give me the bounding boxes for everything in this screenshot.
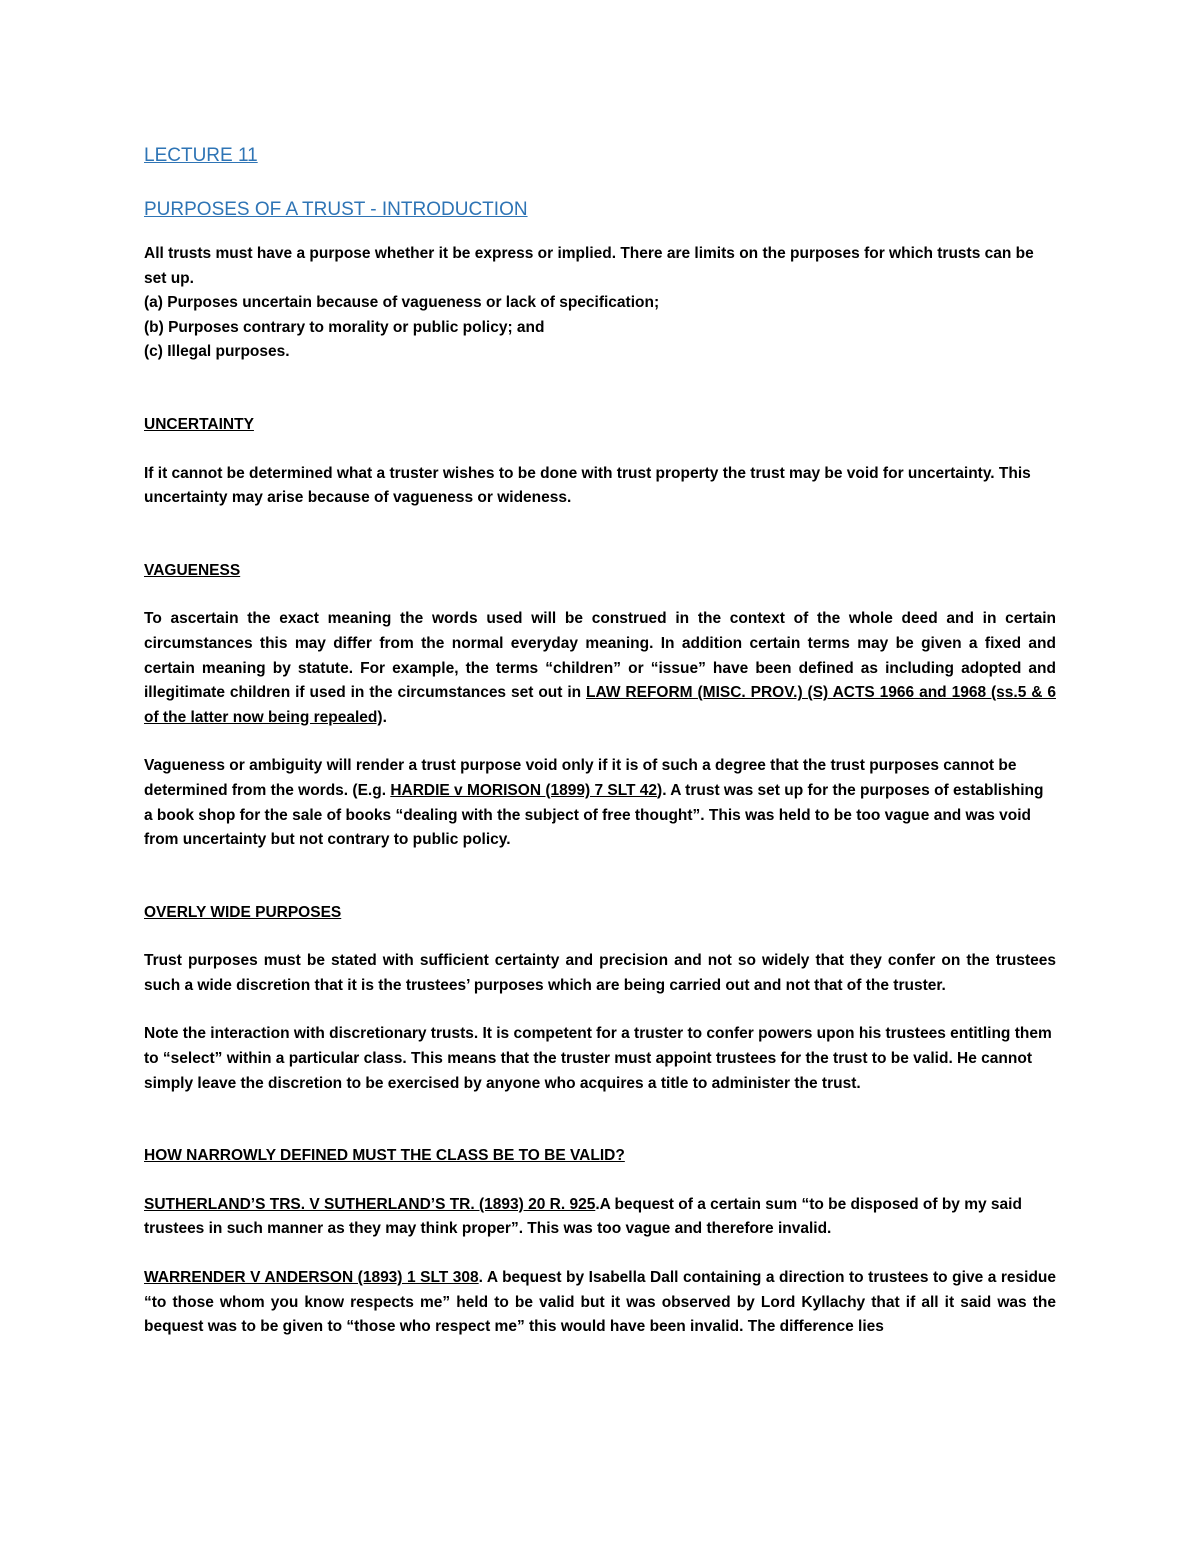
paragraph-text: Vagueness or ambiguity will render a trust purpose void only if it is of such a degree that the trust purposes cannot be determined from the words. (E.g.	[144, 757, 1017, 799]
intro-section	[144, 242, 1056, 365]
section-heading-uncertainty: UNCERTAINTY	[144, 415, 254, 433]
paragraph-text: ). A trust was set up for the purposes of establishing a book shop for the sale of books “dealing with the subject of free thought”. This was held to be too vague and was void from uncertainty but not contrary to public policy.	[144, 781, 1044, 849]
paragraph-text: To ascertain the exact meaning the words used will be construed in the context of the whole deed and in certain circumstances this may differ from the normal everyday meaning. In addition certain terms may be given a fixed and certain meaning by statute. For example, the terms “children” or “issue” have been defined as including adopted and illegitimate children if used in the circumstances set out in	[144, 610, 1056, 702]
vagueness-section	[144, 559, 1056, 853]
section-heading-vagueness: VAGUENESS	[144, 561, 241, 579]
uncertainty-section	[144, 413, 1056, 511]
vagueness-paragraph-2	[144, 754, 1056, 852]
overly-wide-paragraph-2: Note the interaction with discretionary trusts. It is competent for a truster to confer powers upon his trustees entitling them to “select” within a particular class. This means that the truster must appoint trustees for the trust to be valid. He cannot simply leave the discretion to be exercised by anyone who acquires a title to administer the trust.	[144, 1025, 1052, 1092]
page-subtitle: PURPOSES OF A TRUST - INTRODUCTION	[144, 199, 528, 220]
case-reference: HARDIE v MORISON (1899) 7 SLT 42	[390, 781, 658, 799]
statute-reference: LAW REFORM (MISC. PROV.) (S) ACTS 1966 and 1968 (ss.5 & 6 of the latter now being repealed)	[144, 684, 1056, 726]
paragraph-text: .A bequest of a certain sum “to be disposed of by my said trustees in such manner as they may think proper”. This was too vague and therefore invalid.	[144, 1195, 1022, 1238]
case-reference: WARRENDER V ANDERSON (1893) 1 SLT 308	[144, 1269, 479, 1287]
case-paragraph-sutherland	[144, 1193, 1056, 1242]
page-title: LECTURE 11	[144, 145, 258, 166]
section-heading-overly-wide: OVERLY WIDE PURPOSES	[144, 903, 342, 921]
intro-list-item: (b) Purposes contrary to morality or public policy; and	[144, 318, 545, 336]
case-paragraph-warrender	[144, 1266, 1056, 1340]
overly-wide-paragraph-1: Trust purposes must be stated with sufficient certainty and precision and not so widely that they confer on the trustees such a wide discretion that it is the trustees’ purposes which are being carried out and not that of the truster.	[144, 952, 1056, 994]
intro-list-item: (c) Illegal purposes.	[144, 343, 290, 361]
class-section	[144, 1144, 1056, 1340]
paragraph-text: . A bequest by Isabella Dall containing a direction to trustees to give a residue “to those whom you know respects me” held to be valid but it was observed by Lord Kyllachy that if all it said was the bequest was to be given to “those who respect me” this would have been invalid. The difference lies	[144, 1269, 1057, 1336]
intro-list-item: (a) Purposes uncertain because of vagueness or lack of specification;	[144, 294, 660, 312]
intro-paragraph: All trusts must have a purpose whether it be express or implied. There are limits on the purposes for which trusts can be set up.	[144, 245, 1034, 287]
overly-wide-section	[144, 901, 1056, 1097]
paragraph-text: .	[382, 708, 387, 726]
vagueness-paragraph-1	[144, 607, 1056, 730]
section-heading-class: HOW NARROWLY DEFINED MUST THE CLASS BE TO BE VALID?	[144, 1147, 625, 1165]
uncertainty-paragraph: If it cannot be determined what a truster wishes to be done with trust property the trust may be void for uncertainty. This uncertainty may arise because of vagueness or wideness.	[144, 464, 1031, 507]
case-reference: SUTHERLAND’S TRS. V SUTHERLAND’S TR. (1893) 20 R. 925	[144, 1195, 596, 1213]
